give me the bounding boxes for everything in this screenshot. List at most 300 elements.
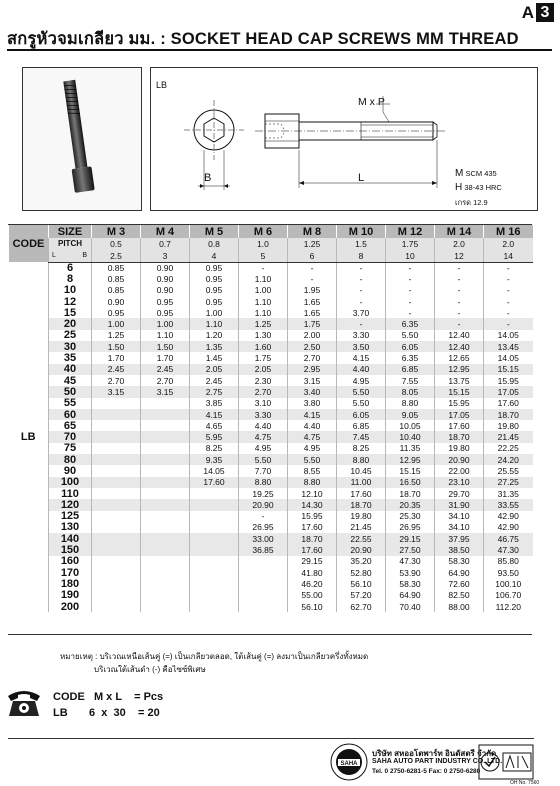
price-cell [92, 578, 141, 589]
badge-letter: A [521, 2, 534, 22]
example-line-1: CODE M x L = Pcs [53, 691, 164, 703]
price-cell [141, 578, 190, 589]
price-cell: 6.35 [386, 352, 435, 363]
head-b-cell: 14 [484, 250, 533, 262]
head-b-cell: 5 [239, 250, 288, 262]
price-cell: 56.10 [288, 601, 337, 612]
price-cell: 4.15 [337, 352, 386, 363]
saha-logo-icon [330, 743, 368, 781]
price-cell: 1.60 [239, 341, 288, 352]
price-cell: 8.55 [288, 465, 337, 476]
note-line-2: บริเวณใต้เส้นดำ (-) คือไซซ์พิเศษ [94, 665, 206, 674]
price-cell [92, 533, 141, 544]
price-cell [141, 511, 190, 522]
price-cell: 15.95 [288, 511, 337, 522]
price-cell: 0.95 [190, 285, 239, 296]
pitch-header: PITCH [49, 238, 92, 250]
head-b-cell: 4 [190, 250, 239, 262]
price-cell: - [484, 273, 533, 284]
table-row [9, 431, 533, 442]
table-row [9, 488, 533, 499]
price-cell: 11.00 [337, 477, 386, 488]
company-contact: Tel. 0 2750-6281-5 Fax: 0 2750-6280 [372, 768, 481, 775]
price-cell: 34.10 [435, 511, 484, 522]
price-cell: 4.95 [337, 375, 386, 386]
price-cell: 7.45 [337, 431, 386, 442]
spec-grade: เกรด 12.9 [455, 198, 488, 207]
price-cell: 0.95 [141, 307, 190, 318]
price-cell: 47.30 [484, 544, 533, 555]
title-divider [7, 49, 552, 51]
length-cell: 120 [49, 499, 92, 510]
price-cell: - [386, 296, 435, 307]
price-cell: 8.80 [386, 398, 435, 409]
price-table [8, 225, 533, 612]
price-cell: 34.10 [435, 522, 484, 533]
length-cell: 65 [49, 420, 92, 431]
price-cell: 0.95 [190, 262, 239, 273]
price-cell: - [484, 307, 533, 318]
example-line-2: LB 6 x 30 = 20 [53, 707, 160, 719]
price-cell [190, 601, 239, 612]
price-cell: - [386, 307, 435, 318]
price-cell [239, 567, 288, 578]
table-row [9, 544, 533, 555]
price-cell: 64.90 [386, 590, 435, 601]
price-cell [92, 488, 141, 499]
table-row [9, 273, 533, 284]
price-cell: 12.95 [435, 364, 484, 375]
length-cell: 200 [49, 601, 92, 612]
length-cell: 125 [49, 511, 92, 522]
table-row [9, 477, 533, 488]
price-cell: 1.10 [190, 318, 239, 329]
drawing-mxp-label: M x P [358, 96, 385, 108]
price-cell: 4.40 [239, 420, 288, 431]
telephone-icon [4, 684, 44, 720]
price-cell: - [435, 285, 484, 296]
price-cell [92, 398, 141, 409]
price-cell: 12.95 [386, 454, 435, 465]
price-cell: 12.10 [288, 488, 337, 499]
length-cell: 150 [49, 544, 92, 555]
tis-certification-icon [478, 744, 534, 780]
price-cell [141, 409, 190, 420]
price-cell: 2.50 [288, 341, 337, 352]
price-cell [92, 420, 141, 431]
price-cell: 47.30 [386, 556, 435, 567]
price-cell: - [435, 273, 484, 284]
price-cell: 22.55 [337, 533, 386, 544]
size-header-cell: M 16 [484, 225, 533, 238]
price-cell: 1.75 [239, 352, 288, 363]
price-cell: - [337, 262, 386, 273]
price-cell: 18.70 [337, 499, 386, 510]
length-cell: 45 [49, 375, 92, 386]
price-cell: 14.05 [190, 465, 239, 476]
price-cell: 17.05 [484, 386, 533, 397]
head-b-cell: 12 [435, 250, 484, 262]
price-cell [190, 522, 239, 533]
price-cell: 8.25 [190, 443, 239, 454]
price-cell: 6.35 [386, 318, 435, 329]
price-cell: 17.60 [288, 522, 337, 533]
spec-material: M SCM 435 [455, 168, 497, 179]
length-cell: 170 [49, 567, 92, 578]
length-cell: 30 [49, 341, 92, 352]
price-cell: 20.35 [386, 499, 435, 510]
price-cell: 1.70 [141, 352, 190, 363]
price-cell [141, 522, 190, 533]
price-cell: 1.10 [141, 330, 190, 341]
price-cell: 14.05 [484, 330, 533, 341]
price-cell: 2.30 [239, 375, 288, 386]
price-cell: 9.05 [386, 409, 435, 420]
size-header: SIZE [49, 225, 92, 238]
price-cell [92, 477, 141, 488]
table-row [9, 330, 533, 341]
price-cell: 33.00 [239, 533, 288, 544]
price-cell: 72.60 [435, 578, 484, 589]
table-row [9, 285, 533, 296]
table-row [9, 420, 533, 431]
price-cell: 29.15 [386, 533, 435, 544]
price-cell: 19.80 [484, 420, 533, 431]
price-cell: 1.35 [190, 341, 239, 352]
price-cell [141, 465, 190, 476]
price-cell [141, 454, 190, 465]
price-cell: 16.50 [386, 477, 435, 488]
price-cell: 1.00 [239, 285, 288, 296]
price-cell [190, 533, 239, 544]
length-cell: 100 [49, 477, 92, 488]
drawing-l-label: L [358, 172, 365, 184]
price-cell: 22.00 [435, 465, 484, 476]
price-cell: 27.25 [484, 477, 533, 488]
price-cell: 18.70 [435, 431, 484, 442]
page-badge [522, 3, 554, 22]
price-cell: 27.50 [386, 544, 435, 555]
price-cell [141, 443, 190, 454]
price-cell: 31.90 [435, 499, 484, 510]
price-cell: 112.20 [484, 601, 533, 612]
price-cell [141, 567, 190, 578]
price-cell: 20.90 [337, 544, 386, 555]
price-cell: 2.45 [141, 364, 190, 375]
length-cell: 75 [49, 443, 92, 454]
size-header-cell: M 6 [239, 225, 288, 238]
price-cell: 5.50 [337, 398, 386, 409]
price-cell: - [337, 285, 386, 296]
table-row [9, 341, 533, 352]
price-cell: 20.90 [239, 499, 288, 510]
price-cell: 17.60 [288, 544, 337, 555]
price-cell: - [337, 318, 386, 329]
price-cell [239, 601, 288, 612]
length-cell: 140 [49, 533, 92, 544]
company-name-thai: บริษัท สหออโตพาร์ท อินดัสตรี จำกัด [372, 749, 497, 758]
product-photo [22, 67, 142, 211]
price-cell: 4.15 [190, 409, 239, 420]
price-cell: - [288, 273, 337, 284]
price-cell: - [337, 273, 386, 284]
size-header-cell: M 10 [337, 225, 386, 238]
price-cell [190, 488, 239, 499]
table-row [9, 454, 533, 465]
price-cell: 14.05 [484, 352, 533, 363]
svg-text:SAHA: SAHA [340, 761, 358, 767]
price-cell [141, 590, 190, 601]
price-cell: 19.25 [239, 488, 288, 499]
price-cell: 88.00 [435, 601, 484, 612]
price-cell [141, 488, 190, 499]
price-cell: 8.80 [288, 477, 337, 488]
table-row [9, 318, 533, 329]
price-cell [141, 601, 190, 612]
pitch-cell: 0.7 [141, 238, 190, 250]
price-cell: 3.70 [337, 307, 386, 318]
price-cell: 0.85 [92, 262, 141, 273]
price-cell: 29.70 [435, 488, 484, 499]
price-cell: 1.10 [239, 273, 288, 284]
price-cell: 4.75 [239, 431, 288, 442]
price-cell: - [386, 285, 435, 296]
price-cell [92, 454, 141, 465]
price-cell: - [386, 262, 435, 273]
length-cell: 20 [49, 318, 92, 329]
price-cell: 33.55 [484, 499, 533, 510]
table-row [9, 601, 533, 612]
price-cell [92, 511, 141, 522]
price-cell: 18.70 [288, 533, 337, 544]
price-cell: 46.20 [288, 578, 337, 589]
length-cell: 55 [49, 398, 92, 409]
price-cell [190, 567, 239, 578]
price-cell: - [435, 296, 484, 307]
price-cell: 31.35 [484, 488, 533, 499]
price-cell: 1.00 [141, 318, 190, 329]
price-cell [141, 544, 190, 555]
table-row [9, 578, 533, 589]
price-cell [92, 544, 141, 555]
price-cell: 37.95 [435, 533, 484, 544]
length-cell: 8 [49, 273, 92, 284]
price-cell: 0.85 [92, 273, 141, 284]
size-header-cell: M 8 [288, 225, 337, 238]
head-b-cell: 6 [288, 250, 337, 262]
table-row [9, 533, 533, 544]
lb-code-cell: LB [20, 431, 36, 444]
price-cell: 8.80 [337, 454, 386, 465]
price-cell: 13.75 [435, 375, 484, 386]
price-cell: 0.95 [190, 296, 239, 307]
price-cell: 2.70 [239, 386, 288, 397]
price-cell: 3.30 [239, 409, 288, 420]
price-cell: 22.25 [484, 443, 533, 454]
length-cell: 40 [49, 364, 92, 375]
price-cell: - [239, 262, 288, 273]
price-cell: 2.70 [288, 352, 337, 363]
company-name-english: SAHA AUTO PART INDUSTRY CO.,LTD. [372, 758, 503, 765]
price-cell: 62.70 [337, 601, 386, 612]
price-cell: 4.15 [288, 409, 337, 420]
price-cell [92, 556, 141, 567]
price-cell: 55.00 [288, 590, 337, 601]
price-cell: 21.45 [484, 431, 533, 442]
price-cell: 10.45 [337, 465, 386, 476]
price-cell: 58.30 [435, 556, 484, 567]
price-cell: 8.80 [239, 477, 288, 488]
length-cell: 80 [49, 454, 92, 465]
pitch-cell: 2.0 [435, 238, 484, 250]
price-cell: - [484, 296, 533, 307]
table-row [9, 352, 533, 363]
price-cell: 2.05 [239, 364, 288, 375]
price-cell [92, 431, 141, 442]
price-cell: 100.10 [484, 578, 533, 589]
price-cell: 1.00 [190, 307, 239, 318]
length-cell: 130 [49, 522, 92, 533]
price-cell: 1.10 [239, 307, 288, 318]
price-cell: 42.90 [484, 511, 533, 522]
length-cell: 10 [49, 285, 92, 296]
price-cell: 25.30 [386, 511, 435, 522]
head-b-cell: 2.5 [92, 250, 141, 262]
price-cell [92, 465, 141, 476]
price-cell: 1.45 [190, 352, 239, 363]
code-header: CODE [9, 225, 49, 262]
price-cell: - [337, 296, 386, 307]
table-row [9, 567, 533, 578]
price-cell [239, 556, 288, 567]
price-cell: 85.80 [484, 556, 533, 567]
price-cell: 3.15 [141, 386, 190, 397]
price-cell: 17.60 [484, 398, 533, 409]
table-row [9, 375, 533, 386]
price-cell: 24.20 [484, 454, 533, 465]
price-cell: 0.85 [92, 285, 141, 296]
price-cell: 15.15 [484, 364, 533, 375]
price-cell: 2.70 [92, 375, 141, 386]
price-cell: 5.50 [288, 454, 337, 465]
price-cell: 15.15 [386, 465, 435, 476]
b-header-row [9, 250, 533, 262]
price-cell: 2.95 [288, 364, 337, 375]
price-cell: 58.30 [386, 578, 435, 589]
price-cell: 3.15 [92, 386, 141, 397]
price-cell: 7.55 [386, 375, 435, 386]
price-cell: 1.50 [92, 341, 141, 352]
price-cell [190, 511, 239, 522]
price-cell [141, 533, 190, 544]
price-cell: 20.90 [435, 454, 484, 465]
price-cell: 6.05 [337, 409, 386, 420]
drawing-b-label: B [204, 172, 212, 184]
price-cell: - [435, 262, 484, 273]
price-cell: 46.75 [484, 533, 533, 544]
price-cell [239, 590, 288, 601]
price-cell: 17.60 [435, 420, 484, 431]
price-cell: 4.95 [288, 443, 337, 454]
price-cell: 0.95 [190, 273, 239, 284]
price-cell: 0.90 [141, 262, 190, 273]
price-cell: 56.10 [337, 578, 386, 589]
price-cell: 6.85 [386, 364, 435, 375]
price-cell: 17.05 [435, 409, 484, 420]
price-cell: 21.45 [337, 522, 386, 533]
price-cell: 1.10 [239, 296, 288, 307]
drawing-lb-label: LB [156, 80, 168, 90]
price-cell: 3.30 [337, 330, 386, 341]
price-cell: 11.35 [386, 443, 435, 454]
price-cell: 106.70 [484, 590, 533, 601]
size-header-cell: M 5 [190, 225, 239, 238]
price-cell: 3.80 [288, 398, 337, 409]
price-cell: 41.80 [288, 567, 337, 578]
price-cell [92, 499, 141, 510]
price-cell: 5.50 [239, 454, 288, 465]
length-cell: 35 [49, 352, 92, 363]
price-cell: 10.40 [386, 431, 435, 442]
spec-hardness: H 38-43 HRC [455, 182, 502, 193]
price-cell: 12.40 [435, 341, 484, 352]
table-row [9, 443, 533, 454]
table-bottom-rule [8, 634, 532, 635]
head-b-cell: 8 [337, 250, 386, 262]
head-b-cell: 10 [386, 250, 435, 262]
size-header-cell: M 3 [92, 225, 141, 238]
table-row [9, 296, 533, 307]
b-header-label: B [82, 251, 87, 259]
price-cell [141, 477, 190, 488]
price-cell [141, 420, 190, 431]
price-cell: 10.05 [386, 420, 435, 431]
length-cell: 110 [49, 488, 92, 499]
length-cell: 160 [49, 556, 92, 567]
table-row [9, 398, 533, 409]
pitch-cell: 1.0 [239, 238, 288, 250]
price-cell: 1.25 [239, 318, 288, 329]
pitch-cell: 0.5 [92, 238, 141, 250]
price-cell: - [386, 273, 435, 284]
table-row [9, 386, 533, 397]
price-cell: 0.90 [141, 273, 190, 284]
head-b-cell: 3 [141, 250, 190, 262]
footer-divider [8, 738, 534, 739]
price-cell: 5.95 [190, 431, 239, 442]
price-cell [92, 590, 141, 601]
table-row [9, 364, 533, 375]
price-cell: 2.75 [190, 386, 239, 397]
price-cell: 57.20 [337, 590, 386, 601]
price-cell: - [484, 318, 533, 329]
price-cell: 1.65 [288, 296, 337, 307]
price-cell: 3.10 [239, 398, 288, 409]
price-cell: 13.45 [484, 341, 533, 352]
price-cell: 26.95 [239, 522, 288, 533]
price-cell [190, 578, 239, 589]
price-cell: 4.95 [239, 443, 288, 454]
price-cell: 18.70 [484, 409, 533, 420]
price-cell: 3.15 [288, 375, 337, 386]
price-cell: 6.85 [337, 420, 386, 431]
table-row [9, 511, 533, 522]
socket-screw-photo-icon [23, 68, 143, 212]
length-cell: 25 [49, 330, 92, 341]
price-cell [239, 578, 288, 589]
price-cell: 53.90 [386, 567, 435, 578]
page-title: สกรูหัวจมเกลียว มม. : SOCKET HEAD CAP SCREWS MM THREAD [7, 30, 519, 48]
